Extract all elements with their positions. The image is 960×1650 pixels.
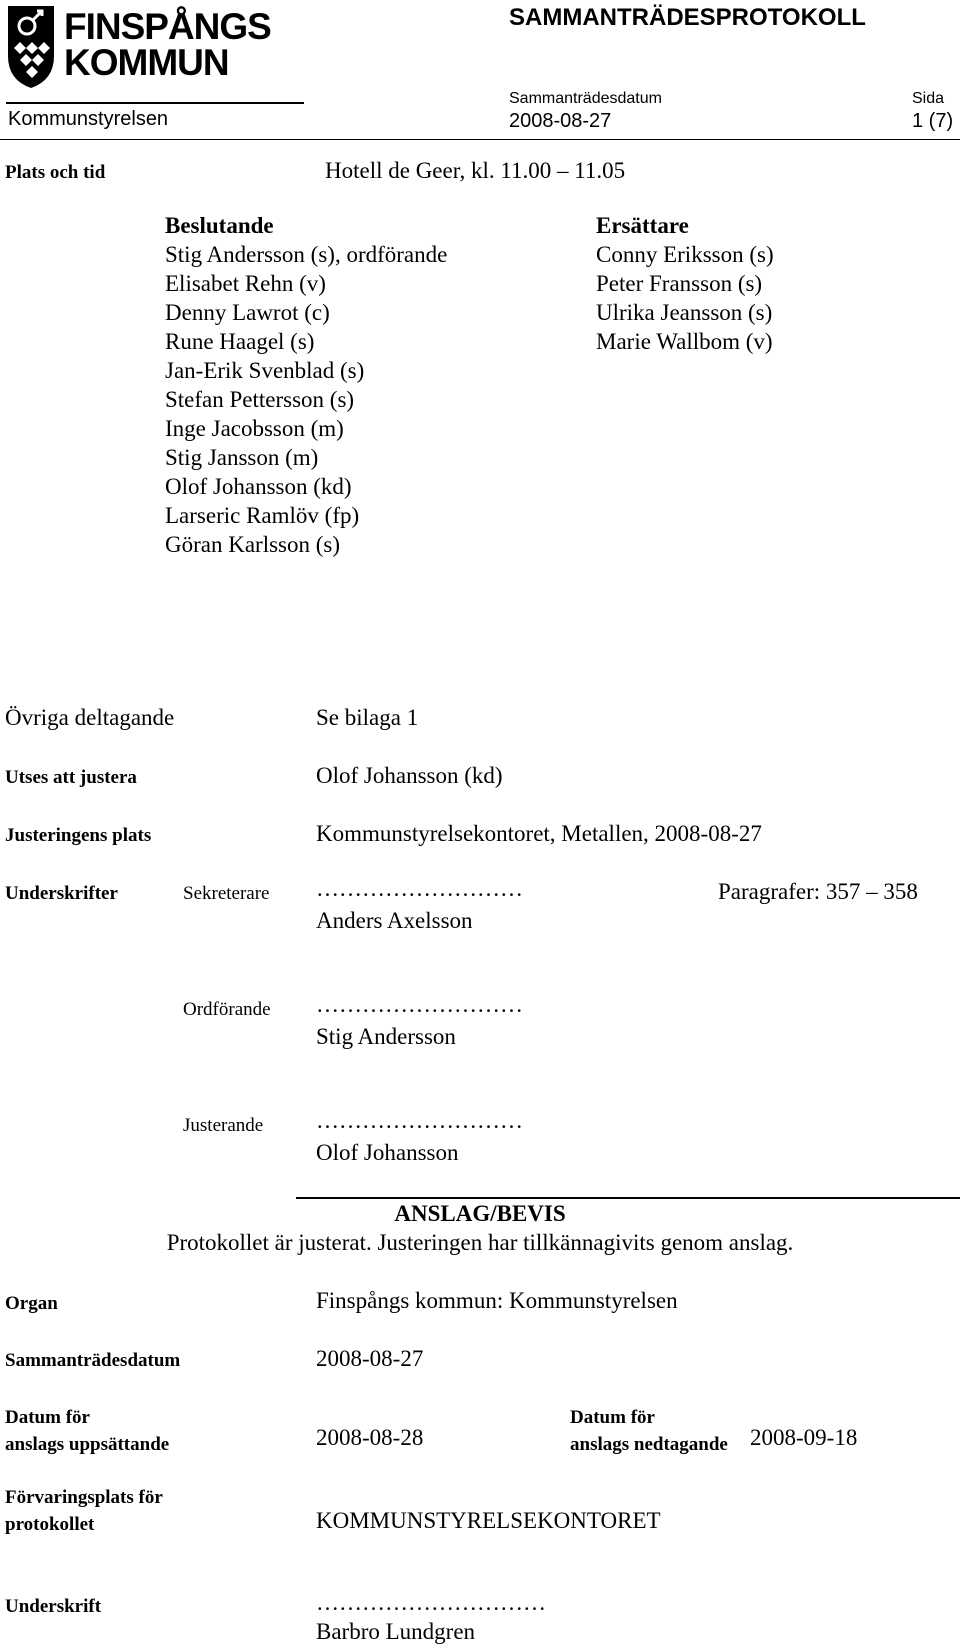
removed-date-label [570, 1404, 728, 1458]
notice-text: Protokollet är justerat. Justeringen har tillkännagivits genom anslag. [166, 1230, 794, 1255]
place-time-label: Plats och tid [5, 162, 106, 183]
posted-date-label-line2: anslags uppsättande [5, 1434, 170, 1455]
logo-text-line2: KOMMUN [64, 42, 229, 83]
signature-line: ………………………… [316, 1590, 546, 1615]
adjust-place-label: Justeringens plats [5, 825, 152, 846]
secretary-name: Anders Axelsson [316, 908, 473, 933]
signature-label: Underskrift [5, 1596, 102, 1617]
notice-heading: ANSLAG/BEVIS [394, 1201, 566, 1226]
decision-maker: Denny Lawrot (c) [165, 300, 330, 325]
removed-date-label-line1: Datum för [570, 1407, 655, 1428]
storage-value: KOMMUNSTYRELSEKONTORET [316, 1508, 661, 1533]
adjust-place-value: Kommunstyrelsekontoret, Metallen, 2008-08-27 [316, 821, 762, 846]
adjuster-label: Utses att justera [5, 767, 137, 788]
substitutes-list [596, 211, 774, 356]
decision-makers-list [165, 211, 447, 559]
place-time-value: Hotell de Geer, kl. 11.00 – 11.05 [325, 158, 626, 183]
municipality-logo [6, 4, 296, 90]
decision-maker: Stefan Pettersson (s) [165, 387, 355, 412]
paragraphs: Paragrafer: 357 – 358 [718, 879, 918, 904]
logo-text-line1: FINSPÅNGS [64, 6, 271, 47]
substitute: Ulrika Jeansson (s) [596, 300, 773, 325]
page-number: 1 (7) [912, 110, 954, 132]
secretary-role: Sekreterare [183, 883, 270, 904]
header-divider [0, 139, 960, 140]
meeting-date-label: Sammanträdesdatum [509, 90, 662, 107]
removed-date-value: 2008-09-18 [750, 1425, 858, 1450]
posted-date-value: 2008-08-28 [316, 1425, 424, 1450]
storage-label-line1: Förvaringsplats för [5, 1487, 163, 1508]
posted-date-label-line1: Datum för [5, 1407, 90, 1428]
decision-maker: Stig Andersson (s), ordförande [165, 242, 448, 267]
substitute: Conny Eriksson (s) [596, 242, 774, 267]
page-label: Sida [912, 90, 945, 107]
adjuster-signature-line: ……………………… [316, 1108, 523, 1133]
chair-role: Ordförande [183, 999, 271, 1020]
document-type-title: SAMMANTRÄDESPROTOKOLL [509, 4, 866, 31]
chair-signature-line: ……………………… [316, 992, 523, 1017]
storage-label-line2: protokollet [5, 1514, 95, 1535]
other-participants-label: Övriga deltagande [5, 705, 175, 730]
adjuster-role: Justerande [183, 1115, 264, 1136]
removed-date-label-line2: anslags nedtagande [570, 1434, 728, 1455]
decision-maker: Göran Karlsson (s) [165, 532, 341, 557]
substitute: Peter Fransson (s) [596, 271, 763, 296]
decision-maker: Larseric Ramlöv (fp) [165, 503, 360, 528]
decision-maker: Jan-Erik Svenblad (s) [165, 358, 365, 383]
decision-maker: Olof Johansson (kd) [165, 474, 352, 499]
meeting-date-notice-value: 2008-08-27 [316, 1346, 424, 1371]
organ-value: Finspångs kommun: Kommunstyrelsen [316, 1288, 678, 1313]
substitutes-heading: Ersättare [596, 213, 689, 238]
substitute: Marie Wallbom (v) [596, 329, 773, 354]
posted-date-label [5, 1404, 169, 1458]
meeting-date-notice-label: Sammanträdesdatum [5, 1350, 181, 1371]
signature-name: Barbro Lundgren [316, 1619, 476, 1644]
coat-of-arms-icon [6, 4, 56, 90]
storage-label [5, 1484, 163, 1538]
chair-name: Stig Andersson [316, 1024, 456, 1049]
department-name: Kommunstyrelsen [8, 108, 169, 130]
decision-maker: Elisabet Rehn (v) [165, 271, 326, 296]
decision-maker: Rune Haagel (s) [165, 329, 315, 354]
adjuster-value: Olof Johansson (kd) [316, 763, 503, 788]
organ-label: Organ [5, 1293, 58, 1314]
secretary-signature-line: ……………………… [316, 876, 523, 901]
other-participants-value: Se bilaga 1 [316, 705, 419, 730]
logo-underline [6, 102, 304, 104]
meeting-date-value: 2008-08-27 [509, 110, 612, 132]
decision-maker: Inge Jacobsson (m) [165, 416, 344, 441]
notice-divider [296, 1197, 960, 1199]
adjuster-name: Olof Johansson [316, 1140, 459, 1165]
decision-maker: Stig Jansson (m) [165, 445, 319, 470]
decision-makers-heading: Beslutande [165, 213, 274, 238]
signatures-label: Underskrifter [5, 883, 118, 904]
